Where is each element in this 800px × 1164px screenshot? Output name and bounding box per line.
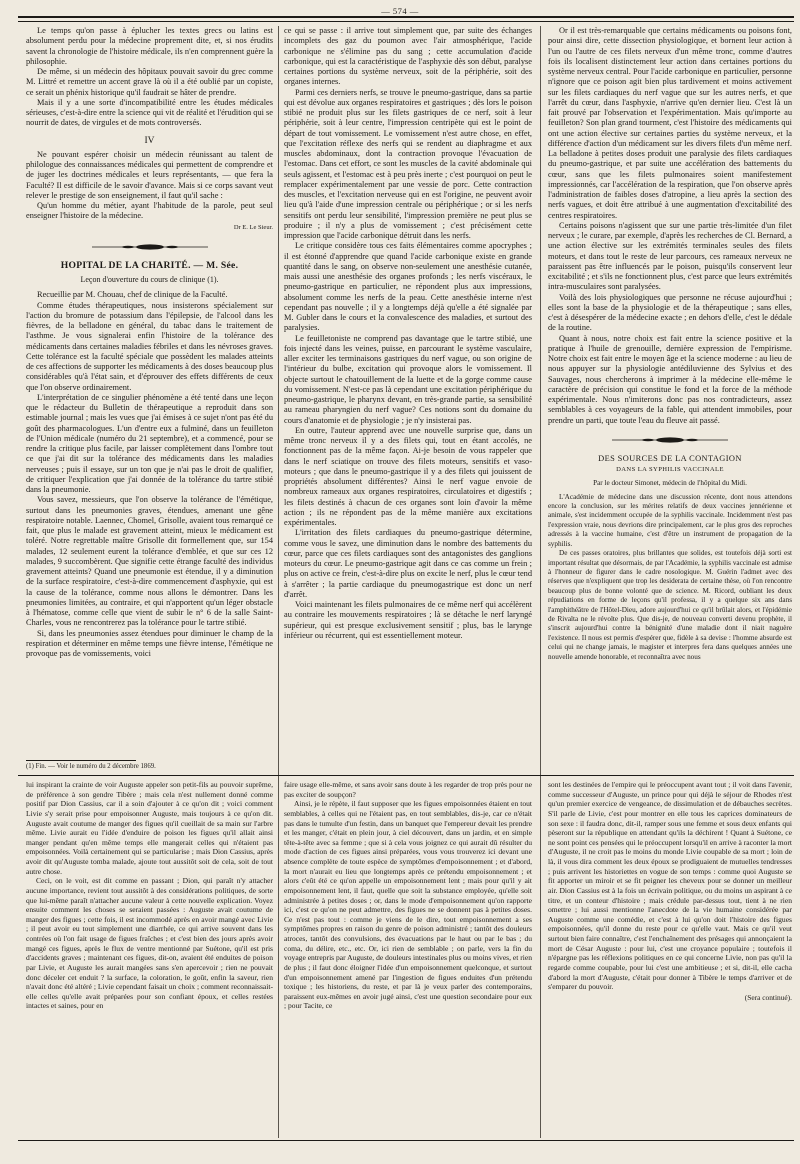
article-column-1 bbox=[26, 26, 273, 760]
paragraph: ce qui se passe : il arrive tout simplement que, par suite des échanges incomplets des gaz du poumon avec l'air atmosphérique, l'acide carbonique ne s'élimine pas du sang ; cette accumulation d'acide carbonique, qui est la caractéristique de l'asphyxie dès son début, paralyse certaines portions du système nerveux, soit de la périphérie, soit des organes internes. bbox=[284, 26, 532, 87]
article-column-3 bbox=[548, 26, 792, 760]
page-number: — 574 — bbox=[381, 6, 419, 16]
article-column-2 bbox=[284, 26, 532, 760]
feuilleton-text bbox=[26, 780, 273, 1011]
paragraph: Ne pouvant espérer choisir un médecin réunissant au talent de philologue des connaissances médicales qui permettent de comprendre et de juger les doctrines médicales et leurs représentants, — que fera la Faculté? Il est difficile de le savoir d'avance. Mais si ce corps savant veut relever le prestige de son enseignement, il faut qu'il sache : bbox=[26, 149, 273, 200]
column-separator bbox=[540, 26, 541, 1138]
paragraph: sont les destinées de l'empire qui le préoccupent avant tout ; il voit dans l'avenir, comme successeur d'Auguste, un prince pour qui déjà le séjour de Rhodes n'est qu'un premier exercice de vengeance, de dissimulation et de débauches secrètes. S'il parle de Livie, c'est pour montrer en elle tous les caprices dominateurs de son sexe : il faudra donc, dit-il, ramper sous une femme et sous deux enfants qui pèseront sur la république en attendant qu'ils la déchirent ! Quant à Suétone, ce ne sont point ces pensées qui le préoccupent lorsqu'il en arrive à raconter la mort d'Auguste, il ne croit pas le moins du monde Livie coupable de sa mort ; loin de là, il vous dira comment les deux époux se prodiguaient de mutuelles tendresses ; puis arrivent les historiettes en vogue de son temps : comme quoi Auguste se fit apporter un miroir et se fit peigner les cheveux pour se donner un meilleur air. Dion Cassius est à la fois un écrivain politique, ou du moins un aspirant à ce titre, et un conteur d'histoire ; mais crédule par-dessus tout, tient à ne rien omettre ; lui aussi mentionne l'anecdote de la vie humaine considérée par Auguste comme une comédie, et c'est à lui qu'on doit l'histoire des figues empoisonnées, qu'il donne du reste pour ce qu'elle vaut. Mais ce qu'il veut surtout bien faire connaître, c'est l'enchaînement des présages qui annonçaient la mort de César Auguste : pour lui, c'est une croyance populaire ; toutefois il n'épargne pas les réflexions politiques en ce qui concerne Livie, non pas qu'il la regarde comme coupable, pour lui c'est une ambitieuse ; et si, dit-il, elle cacha d'abord la mort d'Auguste, c'était pour donner à Tibère le temps d'arriver et de s'emparer du pouvoir. bbox=[548, 780, 792, 992]
feuilleton-rule bbox=[18, 775, 794, 776]
paragraph: lui inspirant la crainte de voir Auguste appeler son petit-fils au pouvoir suprême, de préférence à son gendre Tibère ; mais cela n'est nullement donné comme positif par Dion Cassius, car il a soin d'ajouter à ce qu'on dit ; voici comment Livie s'y serait prise pour empoisonner Auguste, mais toujours à ce qu'on dit. Auguste avait coutume de manger des figues qu'il cueillait de sa main sur l'arbre même. Livie aurait eu l'idée d'enduire de poison les figues qu'il allait ainsi manger pendant qu'en même temps elle mangerait celles qui n'étaient pas empoisonnées. Voilà certainement qui se particularise ; mais Dion Cassius, après avoir dit qu'Auguste tomba malade, ajoute tout aussitôt soit de cela, soit de tout autre chose. bbox=[26, 780, 273, 876]
paragraph: En outre, l'auteur apprend avec une nouvelle surprise que, dans un même tronc nerveux il y a des filets qui, tout en étant accolés, ne fonctionnent pas de la même façon. Ai-je besoin de vous rappeler que dans le nerf sciatique on trouve des filets moteurs, sensitifs et vaso-moteurs ; que dans le pneumo-gastrique il y a des filets qui jouissent de propriétés absolument différentes? Ainsi le nerf vague envoie de nombreux rameaux aux organes respiratoires, circulatoires et digestifs ; les filets destinés à chacun de ces organes sont loin d'avoir la même action ; ils ne répondent pas de la même manière aux excitations expérimentales. bbox=[284, 425, 532, 527]
column-separator bbox=[278, 26, 279, 1138]
paragraph: Ainsi, je le répète, il faut supposer que les figues empoisonnées étaient en tout semblables, à celles qui ne l'étaient pas, en tout semblables, dis-je, car ce n'était pas dans le tumulte d'un festin, dans un banquet que l'empereur devait les prendre et les manger, c'était en plein jour, à ciel découvert, dans un jardin, et en simple tête-à-tête avec sa femme ; que si à cela vous joignez ce qui aurait dû résulter du mode d'action de ces figues ainsi préparées, vous vous trouverez ici devant une absence complète de toute espèce de symptômes d'empoisonnement ; et d'abord, la mort n'aurait eu lieu que longtemps après ce prétendu empoisonnement ; et alors c'eût été ce qu'on appelle un empoisonnement lent ; mais pour qu'il y ait empoisonnement lent, il faut, quelle que soit la substance employée, qu'elle soit administrée à petites doses ; or, dans le mode d'empoisonnement qu'on rapporte ici, c'est ce qu'on ne peut admettre, des figues ne se donnent pas à petites doses. Ce n'est pas tout : comme je viens de le dire, tout empoisonnement a ses symptômes propres en raison du genre de poison administré ; tantôt des douleurs atroces, tantôt des convulsions, des évacuations par le haut ou par le bas ; du coma, du délire, etc., etc. Or, ici rien de semblable ; on parle, vers la fin du voyage entrepris par Auguste, de douleurs intestinales plus ou moins vives, et rien de plus ; il faut donc éloigner l'idée d'un empoisonnement quelconque, et surtout d'un empoisonnement amené par l'ingestion de figues enduites d'un prétendu toxique ; les historiens, du reste, et par là je veux parler des contemporains, paraissent eux-mêmes en avoir jugé ainsi, c'est une question secondaire pour eux ; pour Tacite, ce bbox=[284, 799, 532, 1011]
paragraph: Parmi ces derniers nerfs, se trouve le pneumo-gastrique, dans sa partie qui est dévolue aux organes respiratoires et gastriques ; dès lors le poison stibié ne produit plus sur les filets gastriques de ce nerf, soit à leur périphérie, soit à leur centre, l'impression centripète qui est le point de départ de tout vomissement. Le vomissement n'est autre chose, en effet, que l'excitation réflexe des nerfs qui se rendent au diaphragme et aux muscles abdominaux, dont la contraction provoque l'évacuation de l'estomac. Dans cet effort, ce sont les muscles de la cavité abdominale qui seuls agissent, et l'estomac est à peu près inerte ; c'est pourquoi on peut le remplacer expérimentalement par une vessie de porc. Cette contraction des muscles, et l'excitation nerveuse qui en est l'origine, ne peuvent avoir lieu qu'à l'aide d'une impression centrale ou périphérique ; or si les nerfs sensitifs ont perdu leur sensibilité, l'impression première ne peut plus se produire ; il n'y a plus de vomissement ; c'est précisément cette impression que l'acide carbonique détruit dans les nerfs. bbox=[284, 87, 532, 240]
paragraph: Le feuilletoniste ne comprend pas davantage que le tartre stibié, une fois injecté dans les veines, puisse, en parcourant le système vasculaire, aller exciter les terminaisons gastriques du nerf vague, ou son origine de l'intérieur du bulbe, excitation qui provoque alors le vomissement. Il objecte surtout le chatouillement de la luette et de la gorge comme cause du vomissement. N'est-ce pas là cependant une excitation périphérique du pneumo-gastrique, le pharynx devant, en très-grande partie, sa sensibilité au rameau pharyngien du nerf vague? Ces notions sont du domaine du cours d'anatomie et de physiologie ; je n'y insisterai pas. bbox=[284, 333, 532, 425]
paragraph: Si, dans les pneumonies assez étendues pour diminuer le champ de la respiration et déterminer en même temps une fièvre intense, l'émétique ne provoque pas de vomissements, voici bbox=[26, 628, 273, 658]
header-rule-thin bbox=[18, 21, 794, 22]
paragraph: Ceci, on le voit, est dit comme en passant ; Dion, qui paraît n'y attacher aucune importance, revient tout aussitôt à des considérations politiques, de sorte que lui-même paraît n'attacher aucune valeur à cette nouvelle explication. Voyez ensuite comment les choses se seraient passées : Auguste avait coutume de manger des figues ; cette fois, il est incommodé après en avoir mangé avec Livie ; il peut avoir eu tout simplement une diarrhée, ce qui arrive souvent dans les contrées où l'on fait usage de figues fraîches ; et c'est bien des jours après avoir mangé ces figues, après le flux de ventre mentionné par Suétone, qu'il est pris d'accidents graves ; maintenant ces figues, dit-on, avaient été enduites de poison par Livie, et Auguste les aurait mangées sans s'en apercevoir ; rien ne pouvait donc déceler cet enduit ? la surface, la coloration, le goût, enfin la saveur, rien n'avait donc été altéré ; Livie cependant faisait un choix ; comment reconnaissait-elle celles qu'elle avait préparées pour son confiant époux, et celles restées intactes et saines, pour en bbox=[26, 876, 273, 1011]
hospital-heading: HOPITAL DE LA CHARITÉ. — M. Sée. bbox=[60, 259, 239, 271]
byline: Par le docteur Simonet, médecin de l'hôpital du Midi. bbox=[593, 479, 747, 488]
continued-note: (Sera continué). bbox=[744, 992, 792, 1002]
paragraph: Comme études thérapeutiques, nous insisterons spécialement sur l'action du bromure de potassium dans l'épilepsie, de l'alcool dans les fièvres, de la belladone en général, du tabac dans le traitement de l'asthme. Je vous signalerai enfin l'histoire de la tolérance des médicaments dans certaines maladies fébriles et dans les névroses graves. Cette tolérance est la faculté spéciale que possèdent les malades atteints de ces affections de supporter les médicaments à des doses beaucoup plus considérables qu'à l'état sain, et d'éprouver des effets différents de ceux que l'on observe ordinairement. bbox=[26, 300, 273, 392]
section-numeral: IV bbox=[144, 135, 155, 146]
author-signature: Dr E. Le Sieur. bbox=[233, 223, 273, 231]
lecture-subheading: Leçon d'ouverture du cours de clinique (1). bbox=[80, 275, 219, 284]
ornament-rule-icon bbox=[90, 243, 210, 251]
paragraph: Certains poisons n'agissent que sur une partie très-limitée d'un filet nerveux ; le curare, par exemple, d'après les recherches de Cl. Bernard, a une action élective sur les extrémités terminales seules des filets moteurs, et dans tout le reste de leur parcours, ces rameaux nerveux ne paraissent pas être influencés par le poison, puisqu'ils conservent leur excitabilité ; et s'ils ne fonctionnent plus, c'est parce que leurs extrémités intra-musculaires sont paralysées. bbox=[548, 220, 792, 292]
paragraph: Quant à nous, notre choix est fait entre la science positive et la pratique à l'huile de grenouille, dernière expression de l'empirisme. Notre choix est fait entre le moyen âge et la science moderne : au lieu de nous appuyer sur la physiologie antédiluvienne des Sylvius et des Sauvages, nous chercherons à imprimer à la médecine elle-même le caractère de précision qui constitue le fond et la force de la méthode expérimentale. Nous n'imiterons donc pas nos contradicteurs, assez semblables à ces voyageurs de la fable, qui attendent immobiles, pour prendre un parti, que toute l'eau du fleuve ait passé. bbox=[548, 333, 792, 425]
paragraph: Qu'un homme du métier, ayant l'habitude de la parole, peut seul enseigner l'histoire de la médecine. bbox=[26, 201, 273, 221]
paragraph: faire usage elle-même, et sans avoir sans doute à les regarder de trop près pour ne pas exciter de soupçon? bbox=[284, 780, 532, 799]
bottom-rule bbox=[18, 1140, 794, 1141]
paragraph: Or il est très-remarquable que certains médicaments ou poisons font, pour ainsi dire, cette dissection physiologique, et bornent leur action à l'un ou l'autre de ces filets nerveux d'un même tronc, comme d'autres fois ils localisent distinctement leur action dans certaines portions du système nerveux central. Pour l'acide carbonique en particulier, personne n'ignore que ce poison agit bien plus tardivement et moins activement sur les filets cardiaques du nerf vague que sur les autres nerfs, et que l'arrêt du cœur, dans l'asphyxie, n'arrive qu'en dernier lieu. C'est là un fait prouvé par l'observation et l'expérimentation. Mais qu'importe au feuilleton? Son plan grand tourment, c'est l'histoire des médicaments qui ont une action élective sur certaines parties du système nerveux, et la différence d'action d'un médicament sur les divers filets d'un même nerf. La belladone à petites doses produit une paralysie des filets cardiaques du pneumo-gastrique, et par suite une accélération des battements du cœur, sans que les filets pulmonaires soient manifestement impressionnés, car l'accélération de la respiration, que l'on observe après l'administration de faibles doses d'atropine, a lieu après la section des nerfs vagues, et doit être attribué à une augmentation d'excitabilité des centres respiratoires. bbox=[548, 26, 792, 220]
paragraph: Voici maintenant les filets pulmonaires de ce même nerf qui accélèrent au contraire les mouvements respiratoires ; là se détache le nerf laryngé supérieur, qui est presque exclusivement sensitif ; plus, bas le larynge inférieur ou récurrent, qui est essentiellement moteur. bbox=[284, 600, 532, 640]
paragraph: L'Académie de médecine dans une discussion récente, dont nous attendons encore la conclusion, sur les mérites relatifs de deux vaccines jennérienne et animale, s'est incidemment occupée de la syphilis vaccinale. Incidemment n'est pas l'expression vraie, nous devrions dire principalement, car le plus gros des reproches adressés à la vaccine humaine, c'est d'être un instrument de propagation de la syphilis. bbox=[548, 492, 792, 548]
feuilleton-text bbox=[548, 780, 792, 992]
paragraph: L'interprétation de ce singulier phénomène a été tenté dans une leçon que le rédacteur du Bulletin de thérapeutique a reproduit dans son estimable journal ; mais les vues que j'ai émises à ce sujet n'ont pas été du goût des pharmacologues. L'un d'entre eux a fulminé, dans un feuilleton de l'Union médicale (numéro du 21 septembre), et a commencé, pour se rendre la critique plus facile, par laisser complètement dans l'ombre tout ce que j'ai dit sur la tolérance des médicaments dans les maladies nerveuses ; puis il essaye, sur un ton que je n'ai pas le droit de qualifier, de critiquer l'explication que j'ai donnée de la tolérance du tartre stibié dans la pneumonie. bbox=[26, 392, 273, 494]
paragraph: De même, si un médecin des hôpitaux pouvait savoir du grec comme M. Littré et remettre un accent grave là où il a été oublié par un copiste, ce serait un phénix historique qu'il faudrait se hâter de prendre. bbox=[26, 67, 273, 97]
byline: Recueillie par M. Chouau, chef de clinique de la Faculté. bbox=[37, 290, 228, 300]
footnote-rule bbox=[26, 760, 136, 761]
article-subheading: DANS LA SYPHILIS VACCINALE bbox=[616, 466, 724, 473]
footnote: (1) Fin. — Voir le numéro du 2 décembre 1869. bbox=[26, 763, 156, 770]
paragraph: Vous savez, messieurs, que l'on observe la tolérance de l'émétique, surtout dans les pneumonies graves, étendues, amenant une gêne respiratoire notable. Laennec, Chomel, Grisolle, avaient tous remarqué ce fait, que plus le malade est gravement atteint, mieux le médicament est toléré. Notre regrettable maître Grisolle dit formellement que, sur 154 malades, 12 seulement eurent la tolérance d'emblée, et que sur ces 12 malades, 9 succombèrent. Que signifie cette étrange faculté des individus gravement atteints? Quand une pneumonie est étendue, il y a diminution de la surface respiratoire, c'est-à-dire commencement d'asphyxie, qui est la cause de la tolérance, comme nous allons le démontrer. Dans les pneumonies limitées, au contraire, et qui n'apportent qu'un léger obstacle à l'hématose, comme celle que vient de subir le n° 6 de la salle Saint-Charles, vous ne rencontrerez pas la tolérance pour le tartre stibié. bbox=[26, 495, 273, 628]
paragraph: De ces passes oratoires, plus brillantes que solides, est toutefois déjà sorti est important résultat que désormais, de par l'Académie, la syphilis vaccinale est admise à l'honneur de figurer dans le cadre nosologique. M. Guérin l'admet avec des réserves que n'expliquent que trop les desiderata de certaine thèse, où l'on rencontre beaucoup plus de bonne volonté que de science. M. Ricord, oubliant les deux répudiations en forme de leçons qu'il professa, il y a quelque six ans dans l'amphithéâtre de l'Hôtel-Dieu, adore aujourd'hui ce qu'il brûlait alors, et l'épidémie de Rivalta ne le révolte plus. Que dis-je, de nouveau converti devenu prophète, il s'inscrit aujourd'hui contre la bénignité d'une maladie dont il niait naguère l'existence. Il nous est permis d'espérer que, fidèle à sa devise : l'homme absurde est celui qui ne change jamais, le magister et interpres fera dans quelques années une nouvelle amende honorable, et reconnaîtra avec nous bbox=[548, 549, 792, 661]
ornament-rule-icon bbox=[610, 436, 730, 444]
feuilleton-column-1 bbox=[26, 780, 273, 1138]
paragraph: Le temps qu'on passe à éplucher les textes grecs ou latins est absolument perdu pour la médecine proprement dite, et, si nos érudits savent la chronologie de l'histoire médicale, ils n'en comprennent guère la philosophie. bbox=[26, 26, 273, 66]
paragraph: Mais il y a une sorte d'incompatibilité entre les études médicales sérieuses, c'est-à-dire entre la science qui vit de réalité et l'érudition qui se nourrit de dates, de virgules et de mots controversés. bbox=[26, 97, 273, 128]
feuilleton-column-2 bbox=[284, 780, 532, 1138]
paragraph: L'irritation des filets cardiaques du pneumo-gastrique détermine, comme vous le savez, une diminution dans le nombre des battements du cœur, parce que ces filets cardiaques sont des antagonistes des ganglions moteurs du cœur. Le pneumo-gastrique agit dans ce cas comme un frein ; plus on active ce frein, c'est-à-dire plus on excite le nerf, plus le cœur tend à s'arrêter ; la partie cardiaque du pneumogastrique est donc un nerf d'arrêt. bbox=[284, 528, 532, 599]
header-rule bbox=[18, 16, 794, 18]
paragraph: Le critique considère tous ces faits élémentaires comme apocryphes ; il est étonné d'apprendre que quand l'acide carbonique existe en grande quantité dans le sang, on observe non-seulement une anesthésie cutanée, mais aussi une anesthésie des organes profonds ; les nerfs viscéraux, le pneumo-gastrique en particulier, ne répondent plus aux impressions, absolument comme les nerfs de la peau. Cette anesthésie interne n'est cependant pas nouvelle ; il y a longtemps déjà qu'elle a été signalée par M. Gubler dans le cours et la convalescence des maladies, et surtout des paralysies. bbox=[284, 241, 532, 333]
paragraph: Voilà des lois physiologiques que personne ne récuse aujourd'hui ; elles sont la base de la physiologie et de la thérapeutique ; sans elles, c'est à désespérer de la médecine exacte ; en dehors d'elle, c'est le dédale de la routine. bbox=[548, 292, 792, 333]
article-heading: DES SOURCES DE LA CONTAGION bbox=[598, 453, 742, 463]
feuilleton-column-3 bbox=[548, 780, 792, 1138]
feuilleton-text bbox=[284, 780, 532, 1011]
